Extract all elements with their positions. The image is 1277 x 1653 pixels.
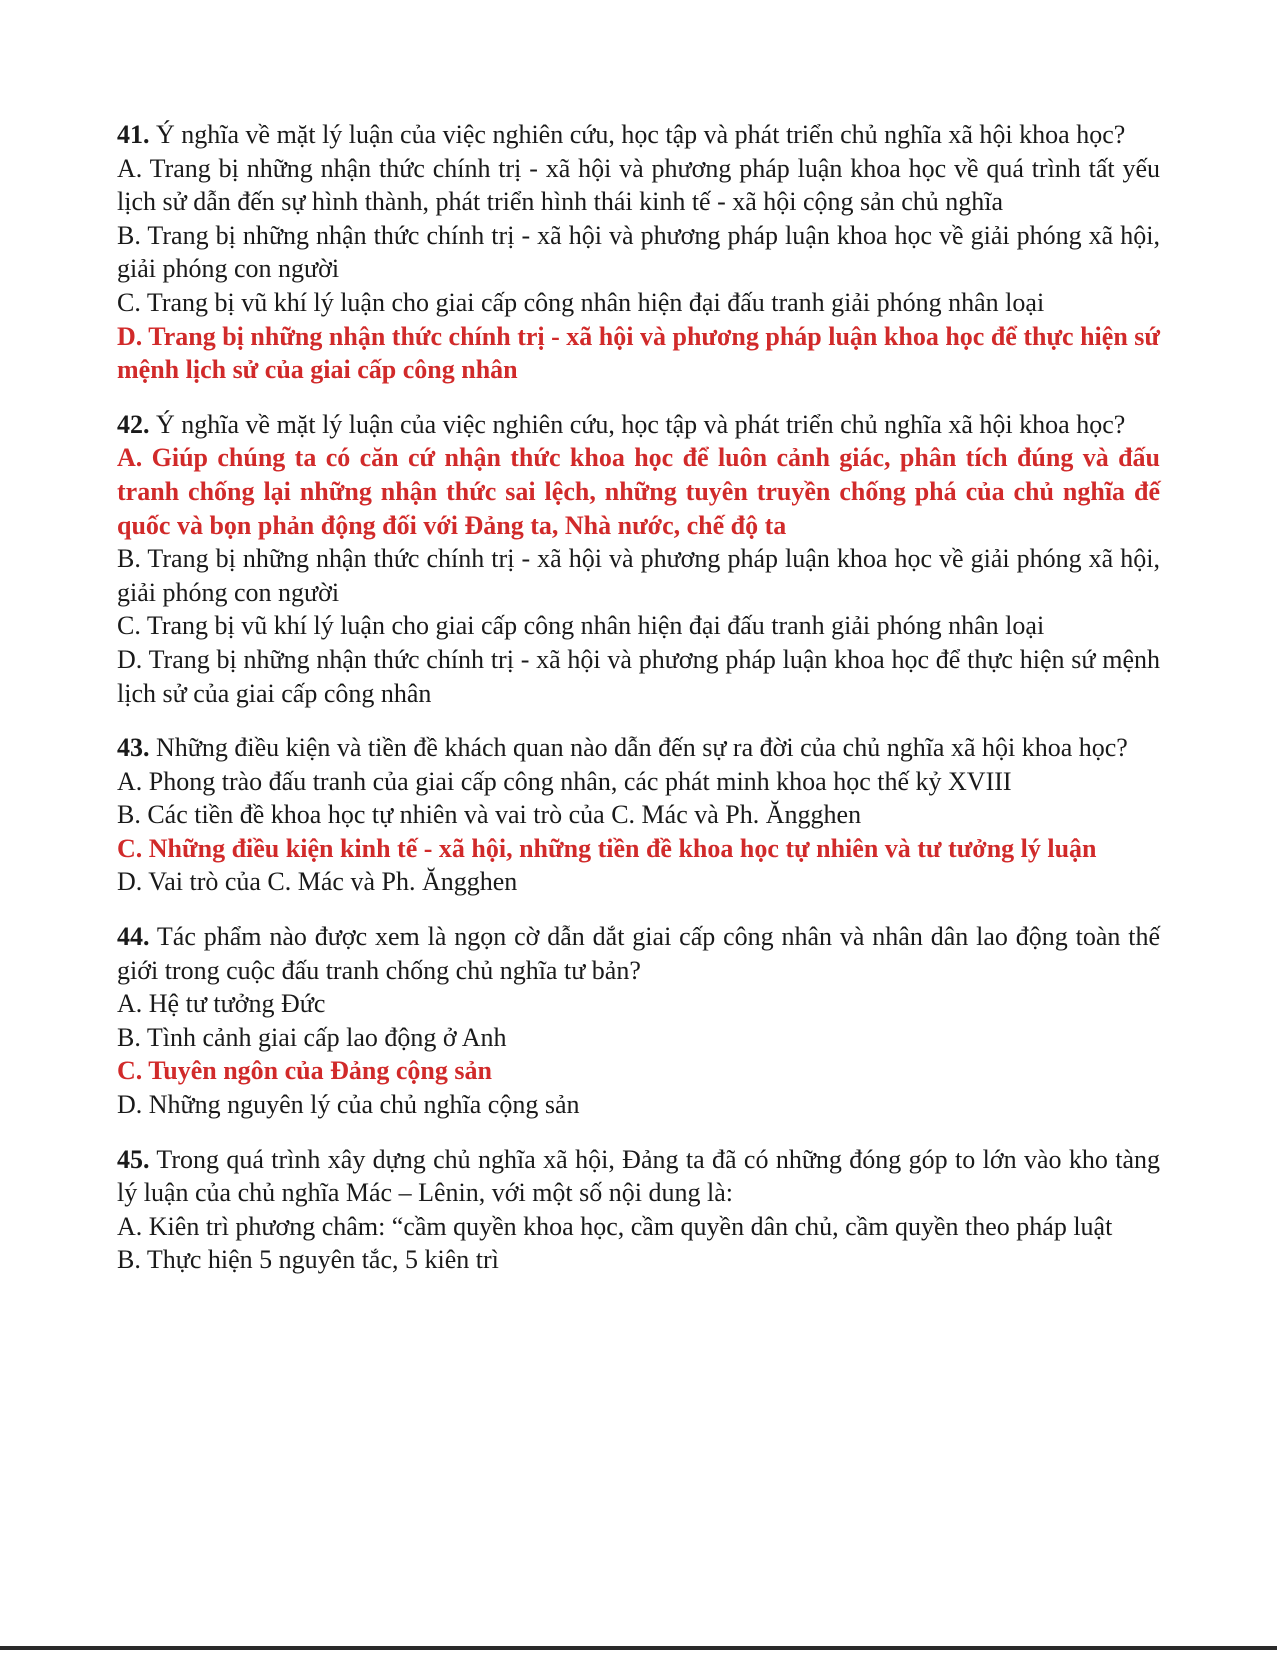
question-number: 45.	[117, 1144, 150, 1174]
answer-option-b: B. Tình cảnh giai cấp lao động ở Anh	[117, 1022, 507, 1052]
answer-option-b: B. Trang bị những nhận thức chính trị - xã hội và phương pháp luận khoa học về giải phóng xã hội, giải phóng con người	[117, 544, 1160, 607]
question-stem	[117, 731, 1160, 765]
document-page	[117, 118, 1160, 1298]
answer-option-b: B. Các tiền đề khoa học tự nhiên và vai trò của C. Mác và Ph. Ăngghen	[117, 800, 862, 830]
question-42	[117, 408, 1160, 710]
correct-answer-option-d: D. Trang bị những nhận thức chính trị - xã hội và phương pháp luận khoa học để thực hiện sứ mệnh lịch sử của giai cấp công nhân	[117, 321, 1160, 385]
answer-option-c: C. Trang bị vũ khí lý luận cho giai cấp công nhân hiện đại đấu tranh giải phóng nhân loại	[117, 287, 1045, 317]
question-stem	[117, 408, 1160, 442]
question-number: 43.	[117, 733, 150, 763]
question-stem	[117, 118, 1160, 152]
answer-option-b: B. Trang bị những nhận thức chính trị - xã hội và phương pháp luận khoa học về giải phóng xã hội, giải phóng con người	[117, 220, 1160, 284]
answer-option-d: D. Trang bị những nhận thức chính trị - xã hội và phương pháp luận khoa học để thực hiện sứ mệnh lịch sử của giai cấp công nhân	[117, 644, 1160, 708]
question-text: Tác phẩm nào được xem là ngọn cờ dẫn dắt giai cấp công nhân và nhân dân lao động toàn thế giới trong cuộc đấu tranh chống chủ nghĩa tư bản?	[117, 922, 1160, 985]
question-stem	[117, 1143, 1160, 1210]
answer-option-a: A. Kiên trì phương châm: “cầm quyền khoa học, cầm quyền dân chủ, cầm quyền theo pháp luật	[117, 1211, 1113, 1241]
answer-option-d: D. Vai trò của C. Mác và Ph. Ăngghen	[117, 867, 518, 897]
question-stem	[117, 920, 1160, 987]
answer-option-a: A. Trang bị những nhận thức chính trị - xã hội và phương pháp luận khoa học về quá trình tất yếu lịch sử dẫn đến sự hình thành, phát triển hình thái kinh tế - xã hội cộng sản chủ nghĩa	[117, 153, 1160, 217]
question-43	[117, 731, 1160, 899]
question-45	[117, 1143, 1160, 1277]
answer-option-a: A. Phong trào đấu tranh của giai cấp công nhân, các phát minh khoa học thế kỷ XVIII	[117, 766, 1012, 796]
question-41	[117, 118, 1160, 387]
question-number: 44.	[117, 922, 150, 952]
answer-option-a: A. Hệ tư tưởng Đức	[117, 989, 326, 1019]
correct-answer-option-a: A. Giúp chúng ta có căn cứ nhận thức khoa học để luôn cảnh giác, phân tích đúng và đấu tranh chống lại những nhận thức sai lệch, những tuyên truyền chống phá của chủ nghĩa đế quốc và bọn phản động đối với Đảng ta, Nhà nước, chế độ ta	[117, 443, 1160, 540]
question-number: 41.	[117, 120, 150, 149]
question-number: 42.	[117, 409, 150, 439]
answer-option-b: B. Thực hiện 5 nguyên tắc, 5 kiên trì	[117, 1245, 499, 1275]
question-text: Ý nghĩa về mặt lý luận của việc nghiên cứu, học tập và phát triển chủ nghĩa xã hội khoa học?	[149, 409, 1126, 439]
answer-option-c: C. Trang bị vũ khí lý luận cho giai cấp công nhân hiện đại đấu tranh giải phóng nhân loại	[117, 611, 1045, 641]
question-44	[117, 920, 1160, 1122]
question-text: Trong quá trình xây dựng chủ nghĩa xã hội, Đảng ta đã có những đóng góp to lớn vào kho tàng lý luận của chủ nghĩa Mác – Lênin, với một số nội dung là:	[117, 1144, 1160, 1208]
page-bottom-border	[0, 1646, 1277, 1650]
question-text: Những điều kiện và tiền đề khách quan nào dẫn đến sự ra đời của chủ nghĩa xã hội khoa học?	[149, 733, 1128, 763]
correct-answer-option-c: C. Tuyên ngôn của Đảng cộng sản	[117, 1056, 492, 1086]
answer-option-d: D. Những nguyên lý của chủ nghĩa cộng sản	[117, 1090, 580, 1120]
correct-answer-option-c: C. Những điều kiện kinh tế - xã hội, những tiền đề khoa học tự nhiên và tư tưởng lý luận	[117, 833, 1097, 863]
question-text: Ý nghĩa về mặt lý luận của việc nghiên cứu, học tập và phát triển chủ nghĩa xã hội khoa học?	[149, 120, 1126, 149]
